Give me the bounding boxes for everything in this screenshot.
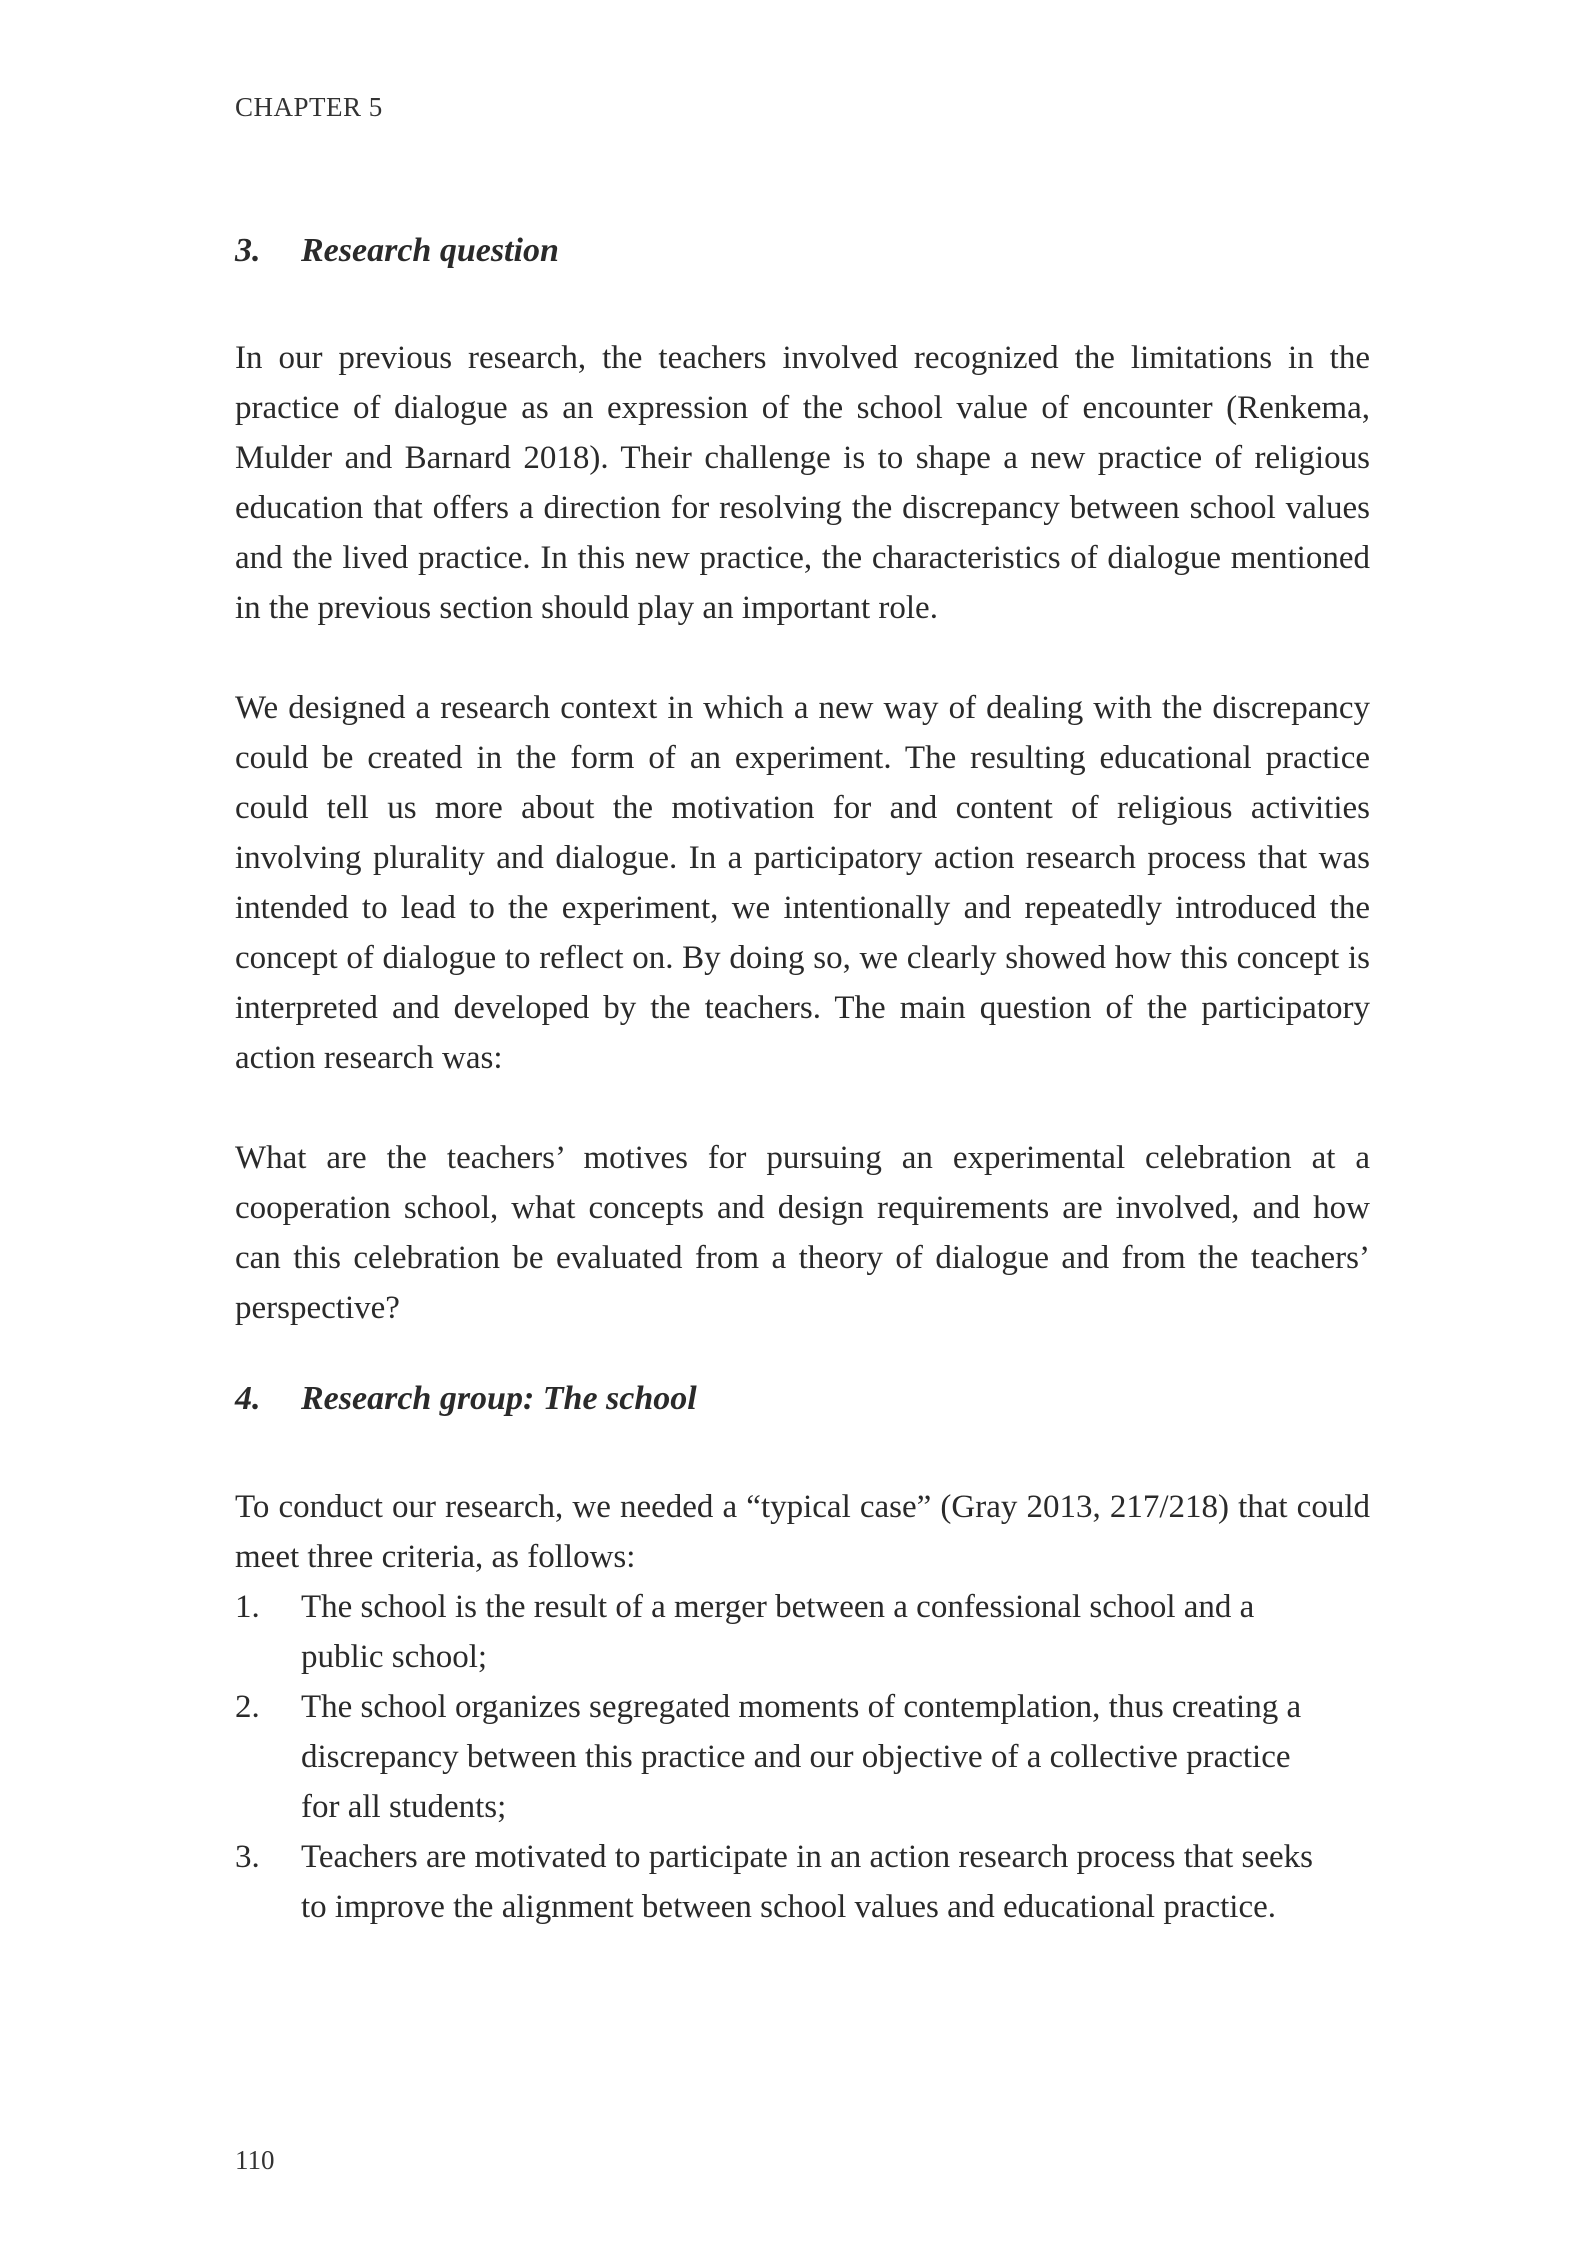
section-3-paragraph-2: We designed a research context in which a new way of dealing with the discrepancy could be created in the form of an experiment. The resulting educational practice could tell us more about the motivation for and content of religious activities involving plurality and dialogue. In a participatory action research process that was intended to lead to the experiment, we intentionally and repeatedly introduced the concept of dialogue to reflect on. By doing so, we clearly showed how this concept is interpreted and developed by the teachers. The main question of the participatory action research was: <box>235 690 1370 1076</box>
section-3-heading <box>235 232 559 270</box>
list-item-text: Teachers are motivated to participate in an action research process that seeks to improve the alignment between school values and educational practice. <box>301 1839 1313 1925</box>
section-4-heading <box>235 1380 697 1418</box>
page <box>235 0 1370 2250</box>
section-4-number: 4. <box>235 1380 261 1417</box>
list-item-number: 3. <box>235 1839 260 1875</box>
section-3-title: Research question <box>301 232 559 269</box>
page-number: 110 <box>235 2145 275 2175</box>
section-3-number: 3. <box>235 232 261 269</box>
list-item-text: The school is the result of a merger between a confessional school and a public school; <box>301 1589 1255 1675</box>
list-item-number: 1. <box>235 1589 260 1625</box>
list-item-text: The school organizes segregated moments of contemplation, thus creating a discrepancy between this practice and our objective of a collective practice for all students; <box>301 1689 1302 1825</box>
running-head: CHAPTER 5 <box>235 92 383 122</box>
criteria-list <box>235 1582 1370 1932</box>
research-question-paragraph: What are the teachers’ motives for pursuing an experimental celebration at a cooperation school, what concepts and design requirements are involved, and how can this celebration be evaluated from a theory of dialogue and from the teachers’ perspective? <box>235 1140 1370 1326</box>
list-item-number: 2. <box>235 1689 260 1725</box>
list-item <box>235 1582 1370 1682</box>
list-item <box>235 1832 1370 1932</box>
section-4-title: Research group: The school <box>301 1380 697 1417</box>
section-3-paragraph-1: In our previous research, the teachers involved recognized the limitations in the practice of dialogue as an expression of the school value of encounter (Renkema, Mulder and Barnard 2018). Their challenge is to shape a new practice of religious education that offers a direction for resolving the discrepancy between school values and the lived practice. In this new practice, the characteristics of dialogue mentioned in the previous section should play an important role. <box>235 340 1370 626</box>
section-4-intro: To conduct our research, we needed a “typical case” (Gray 2013, 217/218) that could meet three criteria, as follows: <box>235 1489 1370 1575</box>
list-item <box>235 1682 1370 1832</box>
